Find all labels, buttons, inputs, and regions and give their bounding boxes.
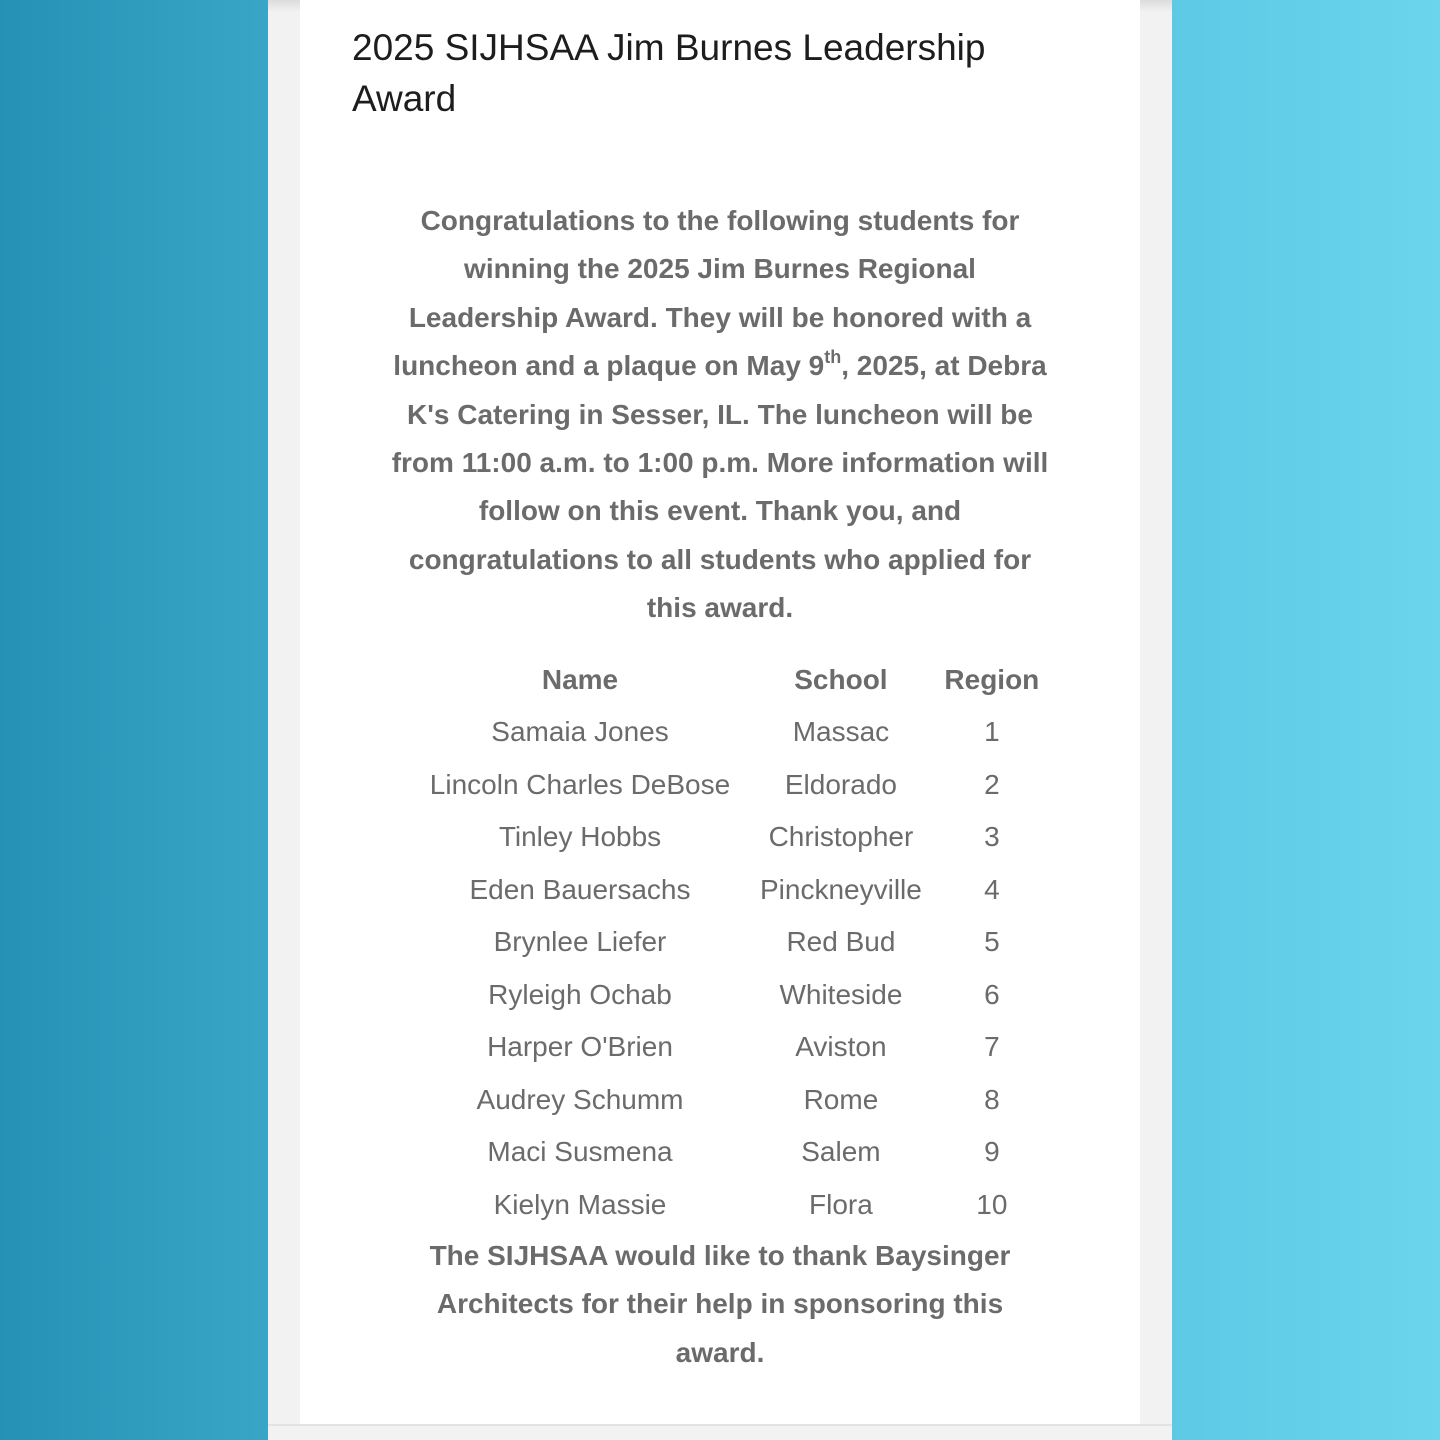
cell-school: Flora bbox=[809, 1188, 873, 1220]
cell-school: Red Bud bbox=[786, 926, 896, 958]
cell-school: Massac bbox=[792, 716, 890, 748]
cell-name: Maci Susmena bbox=[487, 1136, 673, 1168]
cell-region: 7 bbox=[984, 1031, 1000, 1063]
header-region: Region bbox=[944, 664, 1040, 695]
table-row bbox=[400, 864, 1062, 917]
cell-name: Kielyn Massie bbox=[493, 1188, 667, 1220]
header-school: School bbox=[794, 664, 888, 695]
cell-name: Harper O'Brien bbox=[487, 1031, 673, 1063]
cell-region: 5 bbox=[984, 926, 1000, 958]
intro-ordinal-suffix: th bbox=[824, 346, 842, 367]
card-bottom-divider bbox=[268, 1424, 1172, 1426]
cell-name: Ryleigh Ochab bbox=[488, 978, 672, 1010]
table-row bbox=[400, 706, 1062, 759]
cell-name: Audrey Schumm bbox=[476, 1083, 684, 1115]
cell-region: 3 bbox=[984, 821, 1000, 853]
cell-name: Tinley Hobbs bbox=[498, 821, 662, 853]
table-row bbox=[400, 969, 1062, 1022]
table-row bbox=[400, 1126, 1062, 1179]
table-row bbox=[400, 916, 1062, 969]
closing-paragraph: The SIJHSAA would like to thank Baysinger Architects for their help in sponsoring this award. bbox=[429, 1240, 1011, 1368]
cell-school: Aviston bbox=[795, 1031, 887, 1063]
table-row bbox=[400, 1074, 1062, 1127]
cell-name: Brynlee Liefer bbox=[493, 926, 667, 958]
cell-school: Whiteside bbox=[779, 978, 903, 1010]
cell-region: 10 bbox=[976, 1188, 1008, 1220]
cell-school: Eldorado bbox=[784, 768, 897, 800]
table-row bbox=[400, 1179, 1062, 1232]
intro-paragraph bbox=[390, 197, 1050, 633]
cell-school: Salem bbox=[801, 1136, 881, 1168]
cell-school: Pinckneyville bbox=[760, 873, 922, 905]
cell-region: 4 bbox=[984, 873, 1000, 905]
cell-region: 6 bbox=[984, 978, 1000, 1010]
cell-region: 9 bbox=[984, 1136, 1000, 1168]
cell-name: Eden Bauersachs bbox=[469, 873, 691, 905]
winners-table bbox=[400, 654, 1062, 1231]
intro-text-end: , 2025, at Debra K's Catering in Sesser, IL. The luncheon will be from 11:00 a.m. to 1:00 p.m. More information will follow on this event. Thank you, and congratulations to all students who applied for this award. bbox=[391, 350, 1049, 624]
cell-region: 8 bbox=[984, 1083, 1000, 1115]
table-row bbox=[400, 1021, 1062, 1074]
cell-school: Christopher bbox=[768, 821, 914, 853]
header-name: Name bbox=[541, 664, 619, 695]
cell-name: Lincoln Charles DeBose bbox=[429, 768, 731, 800]
intro-text-start: Congratulations to the following students for winning the 2025 Jim Burnes Regional Leadership Award. They will be honored with a luncheon and a plaque on May 9 bbox=[393, 205, 1032, 382]
table-header-row bbox=[400, 654, 1062, 706]
cell-region: 2 bbox=[984, 768, 1000, 800]
cell-name: Samaia Jones bbox=[491, 716, 669, 748]
cell-school: Rome bbox=[803, 1083, 879, 1115]
table-row bbox=[400, 811, 1062, 864]
page-title: 2025 SIJHSAA Jim Burnes Leadership Award bbox=[352, 27, 986, 119]
cell-region: 1 bbox=[984, 716, 1000, 748]
table-row bbox=[400, 759, 1062, 812]
